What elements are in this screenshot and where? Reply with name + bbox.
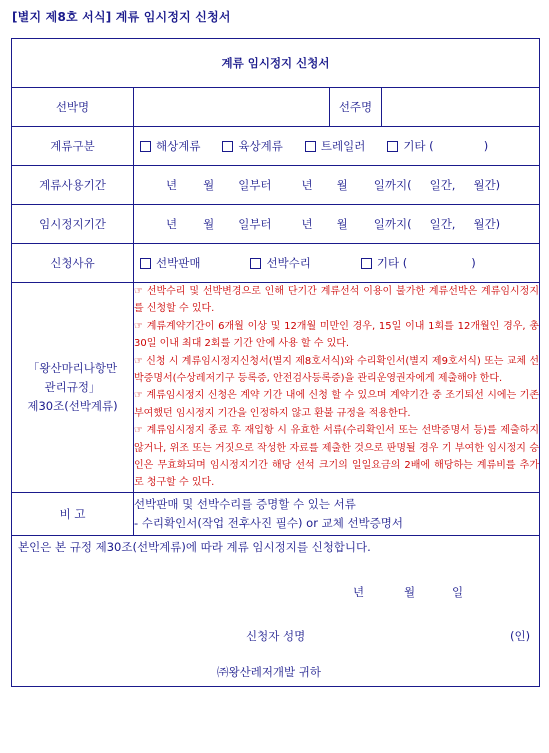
reason-sale[interactable]: 선박판매 [140,255,200,271]
suspend-period-field[interactable]: 년 월 일부터 년 월 일까지( 일간, 월간) [134,205,540,244]
ship-name-field[interactable] [134,88,330,127]
checkbox-icon[interactable] [140,141,151,152]
note-item: ☞ 선박수리 및 선박변경으로 인해 단기간 계류선석 이용이 불가한 계류선박은 계류임시정지를 신청할 수 있다. [134,286,539,315]
remarks-content: 선박판매 및 선박수리를 증명할 수 있는 서류 - 수리확인서(작업 전후사진 필수) or 교체 선박증명서 [134,492,540,535]
mooring-type-land[interactable]: 육상계류 [222,138,282,154]
mooring-period-label: 계류사용기간 [12,166,134,205]
reason-options [134,244,540,283]
declaration-section [12,535,540,686]
reason-repair[interactable]: 선박수리 [250,255,310,271]
note-item: ☞ 신청 시 계류임시정지신청서(별지 제8호서식)와 수리확인서(별지 제9호서식) 또는 교체 선박증명서(수상레저기구 등록증, 안전검사등록증)을 관리운영권자에게 제출해야 한다. [134,355,539,385]
mooring-type-sea[interactable]: 해상계류 [140,138,200,154]
mooring-type-trailer[interactable]: 트레일러 [305,138,365,154]
reason-other[interactable]: 기타 ( ) [361,255,476,271]
mooring-type-other[interactable]: 기타 ( ) [387,138,488,154]
application-form [11,38,540,687]
seal-mark[interactable]: (인) [510,628,531,643]
mooring-period-field[interactable]: 년 월 일부터 년 월 일까지( 일간, 월간) [134,166,540,205]
checkbox-icon[interactable] [250,258,261,269]
recipient: ㈜왕산레저개발 귀하 [217,664,322,679]
note-item: ☞ 계류임시정지 신청은 계약 기간 내에 신청 할 수 있으며 계약기간 중 조기퇴선 시에는 기존 부여했던 임시정지 기간을 인정하지 않고 환불 규정을 적용한다. [134,390,539,419]
checkbox-icon[interactable] [387,141,398,152]
applicant-name-label: 신청자 성명 [246,628,306,643]
checkbox-icon[interactable] [222,141,233,152]
checkbox-icon[interactable] [361,258,372,269]
suspend-period-label: 임시정지기간 [12,205,134,244]
notes-panel [134,283,540,493]
form-header: [별지 제8호 서식] 계류 임시정지 신청서 [12,10,231,24]
mooring-type-label: 계류구분 [12,127,134,166]
mooring-type-options [134,127,540,166]
date-month[interactable]: 월 [404,584,416,599]
declaration-statement: 본인은 본 규정 제30조(선박계류)에 따라 계류 임시정지를 신청합니다. [18,539,371,554]
note-item: ☞ 계류임시정지 종료 후 재입항 시 유효한 서류(수리확인서 또는 선박증명서 등)를 제출하지 않거나, 위조 또는 거짓으로 작성한 자료를 제출한 것으로 판명될 경우 기 부여한 임시정지 승인은 무효화되며 임시정지기간 해당 선석 크기의 일일요금의 2배에 해당하는 계류비를 추가로 청구할 수 있다. [134,425,539,489]
regulation-reference: 「왕산마리나항만 관리규정」 제30조(선박계류) [12,283,134,493]
note-item: ☞ 계류계약기간이 6개월 이상 및 12개월 미만인 경우, 15일 이내 1회를 12개월인 경우, 총 30일 이내 최대 2회를 기간 안에 사용 할 수 있다. [134,320,539,350]
checkbox-icon[interactable] [305,141,316,152]
owner-label: 선주명 [330,88,382,127]
owner-field[interactable] [382,88,540,127]
remarks-label: 비 고 [12,492,134,535]
form-title: 계류 임시정지 신청서 [12,39,540,88]
reason-label: 신청사유 [12,244,134,283]
ship-name-label: 선박명 [12,88,134,127]
date-day[interactable]: 일 [452,584,464,599]
date-year[interactable]: 년 [353,584,365,599]
checkbox-icon[interactable] [140,258,151,269]
